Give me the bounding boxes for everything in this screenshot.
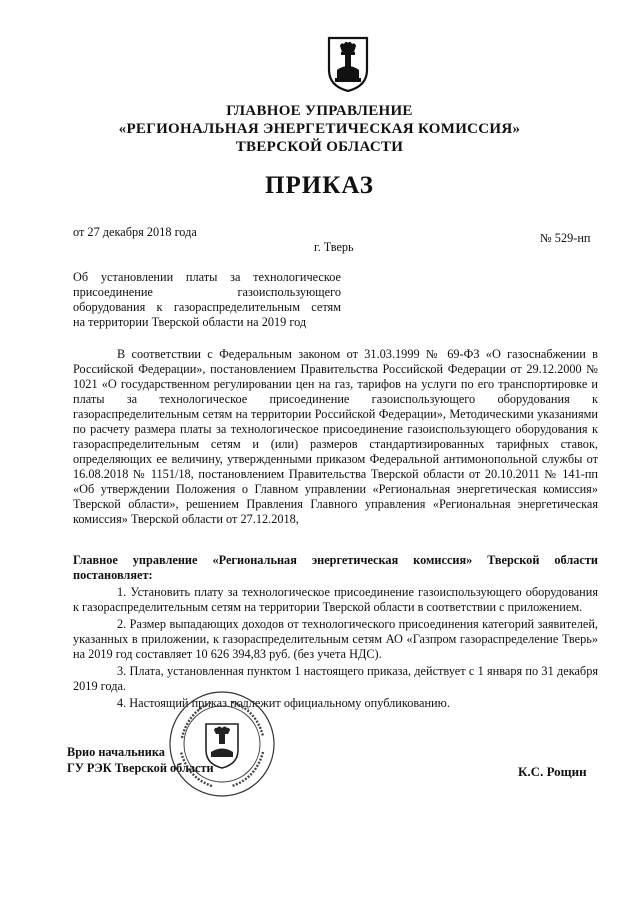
signatory-position-line: Врио начальника <box>67 745 165 759</box>
order-date: от 27 декабря 2018 года <box>73 225 197 239</box>
subject-line: присоединение газоиспользующего <box>73 285 341 299</box>
subject-line: на территории Тверской области на 2019 год <box>73 315 307 329</box>
subject-line: оборудования к газораспределительным сетям <box>73 300 341 314</box>
signatory-position-line: ГУ РЭК Тверской области <box>67 761 214 775</box>
order-item: 1. Установить плату за технологическое присоединение газоиспользующего оборудования к газораспределительным сетям на территории Тверской области в соответствии с приложением. <box>73 585 598 614</box>
order-subject <box>73 270 341 330</box>
resolve-clause <box>73 553 598 583</box>
header-line-2: «РЕГИОНАЛЬНАЯ ЭНЕРГЕТИЧЕСКАЯ КОМИССИЯ» <box>118 121 521 137</box>
order-city: г. Тверь <box>314 240 354 254</box>
order-item: 4. Настоящий приказ подлежит официальному опубликованию. <box>117 696 450 710</box>
signatory-name: К.С. Рощин <box>518 764 587 779</box>
preamble-text: В соответствии с Федеральным законом от 31.03.1999 № 69-ФЗ «О газоснабжении в Российской Федерации», постановлением Правительства Российской Федерации от 29.12.2000 № 1021 «О государственном регулировании цен на газ, тарифов на услуги по его транспортировке и платы за технологическое присоединение газоиспользующего оборудования к газораспределительным сетям на территории Российской Федерации», Методическими указаниями по расчету размера платы за технологическое присоединение газоиспользующего оборудования к газораспределительным сетям и (или) размеров стандартизированных тарифных ставок, определяющих ее величину, утвержденными приказом Федеральной антимонопольной службы от 16.08.2018 № 1151/18, постановлением Правительства Тверской области от 20.10.2011 № 141-пп «Об утверждении Положения о Главном управлении «Региональная энергетическая комиссия» Тверской области», решением Правления Главного управления «Региональная энергетическая комиссия» Тверской области от 27.12.2018, <box>73 347 598 526</box>
tver-coat-of-arms-icon <box>326 36 370 92</box>
header-line-3: ТВЕРСКОЙ ОБЛАСТИ <box>235 139 404 155</box>
document-title: ПРИКАЗ <box>265 172 374 199</box>
preamble <box>73 347 598 527</box>
order-item: 3. Плата, установленная пунктом 1 настоящего приказа, действует с 1 января по 31 декабря 2019 года. <box>73 664 598 693</box>
order-item: 2. Размер выпадающих доходов от технологического присоединения категорий заявителей, указанных в приложении, к газораспределительным сетям АО «Газпром газораспределение Тверь» на 2019 год составляет 10 626 394,83 руб. (без учета НДС). <box>73 617 598 661</box>
resolve-text: Главное управление «Региональная энергетическая комиссия» Тверской области постановляет: <box>73 553 598 582</box>
order-items <box>73 585 598 711</box>
official-stamp-icon <box>168 690 276 798</box>
subject-line: Об установлении платы за технологическое <box>73 270 341 284</box>
header-line-1: ГЛАВНОЕ УПРАВЛЕНИЕ <box>226 103 413 119</box>
order-number: № 529-нп <box>540 231 591 245</box>
